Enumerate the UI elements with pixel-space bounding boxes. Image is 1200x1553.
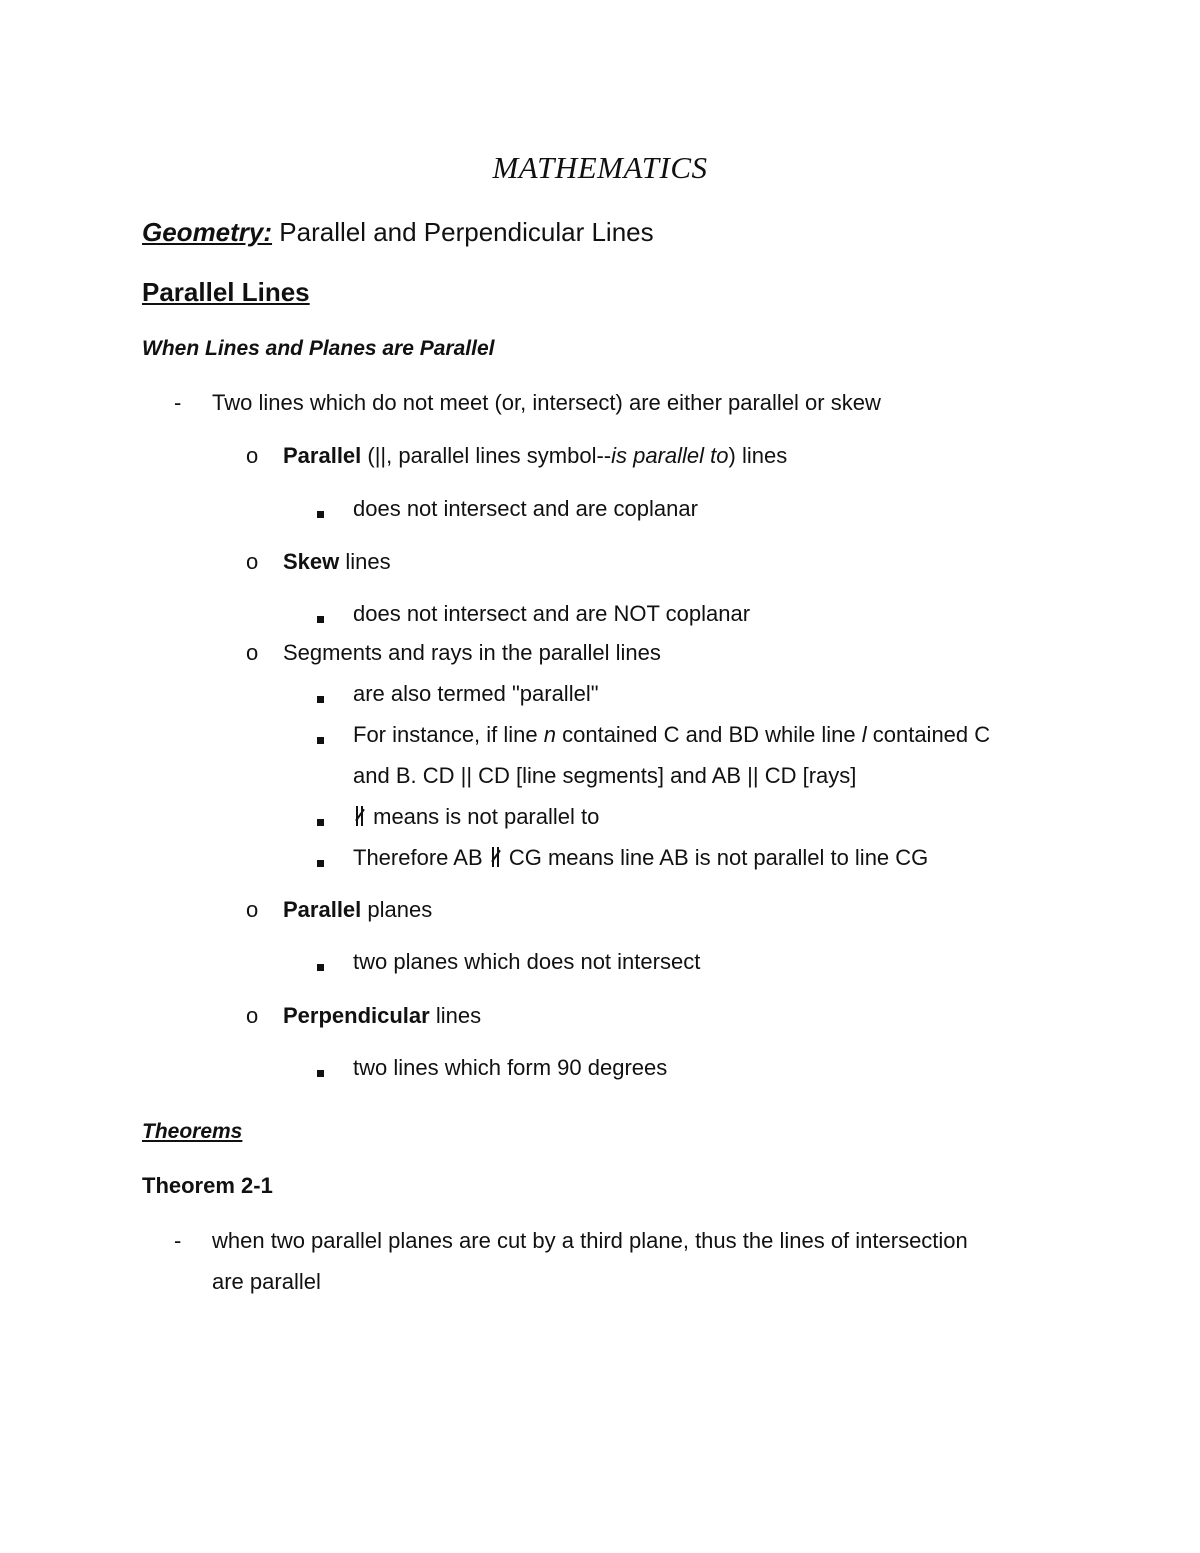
theorems-heading: Theorems bbox=[142, 1120, 243, 1143]
segments-sub2 bbox=[353, 722, 990, 748]
square-bullet bbox=[317, 1064, 324, 1082]
sub2-n: n bbox=[543, 722, 556, 747]
perpendicular-item bbox=[283, 1003, 481, 1029]
square-bullet bbox=[317, 731, 324, 749]
theorem-line1: when two parallel planes are cut by a third plane, thus the lines of intersection bbox=[212, 1228, 968, 1253]
planes-post: planes bbox=[361, 897, 433, 922]
subject-line bbox=[142, 217, 654, 248]
segments-sub2-line2: and B. CD || CD [line segments] and AB || CD [rays] bbox=[353, 763, 857, 788]
skew-term: Skew bbox=[283, 549, 340, 574]
o-bullet: o bbox=[246, 640, 259, 665]
planes-item bbox=[283, 897, 432, 923]
parallel-pre: (||, parallel lines symbol-- bbox=[361, 443, 612, 468]
segments-item: Segments and rays in the parallel lines bbox=[283, 640, 661, 665]
parallel-sub1: does not intersect and are coplanar bbox=[353, 496, 698, 521]
square-bullet bbox=[317, 854, 324, 872]
o-bullet: o bbox=[246, 1003, 259, 1028]
planes-term: Parallel bbox=[283, 897, 362, 922]
parallel-item bbox=[283, 443, 787, 469]
parallel-term: Parallel bbox=[283, 443, 362, 468]
sub4-a: Therefore AB bbox=[353, 845, 489, 870]
square-bullet bbox=[317, 610, 324, 628]
sub2-c: contained C bbox=[866, 722, 991, 747]
sub2-l: l bbox=[861, 722, 867, 747]
square-bullet bbox=[317, 813, 324, 831]
segments-sub3 bbox=[353, 804, 599, 830]
planes-sub1: two planes which does not intersect bbox=[353, 949, 701, 974]
sub2-b: contained C and BD while line bbox=[556, 722, 862, 747]
dash-bullet: - bbox=[174, 390, 182, 415]
segments-sub1: are also termed "parallel" bbox=[353, 681, 599, 706]
segments-sub4 bbox=[353, 845, 928, 871]
sub4-b: CG means line AB is not parallel to line CG bbox=[502, 845, 929, 870]
o-bullet: o bbox=[246, 443, 259, 468]
skew-post: lines bbox=[339, 549, 391, 574]
sub3-text: means is not parallel to bbox=[367, 804, 600, 829]
subject-label: Geometry: bbox=[142, 217, 273, 247]
intro-item: Two lines which do not meet (or, intersect) are either parallel or skew bbox=[212, 390, 881, 415]
o-bullet: o bbox=[246, 549, 259, 574]
subsection-heading: When Lines and Planes are Parallel bbox=[142, 337, 495, 360]
subject-text: Parallel and Perpendicular Lines bbox=[272, 217, 654, 247]
o-bullet: o bbox=[246, 897, 259, 922]
perpendicular-post: lines bbox=[429, 1003, 482, 1028]
square-bullet bbox=[317, 958, 324, 976]
square-bullet bbox=[317, 690, 324, 708]
page-title: MATHEMATICS bbox=[492, 150, 708, 185]
skew-sub1: does not intersect and are NOT coplanar bbox=[353, 601, 751, 626]
parallel-italic: is parallel to bbox=[611, 443, 729, 468]
theorem-line2: are parallel bbox=[212, 1269, 321, 1294]
theorem-title: Theorem 2-1 bbox=[142, 1173, 273, 1198]
dash-bullet: - bbox=[174, 1228, 182, 1253]
parallel-post: ) lines bbox=[728, 443, 788, 468]
section-heading: Parallel Lines bbox=[142, 277, 310, 307]
perpendicular-sub1: two lines which form 90 degrees bbox=[353, 1055, 668, 1080]
skew-item bbox=[283, 549, 391, 575]
square-bullet bbox=[317, 505, 324, 523]
perpendicular-term: Perpendicular bbox=[283, 1003, 430, 1028]
sub2-a: For instance, if line bbox=[353, 722, 544, 747]
